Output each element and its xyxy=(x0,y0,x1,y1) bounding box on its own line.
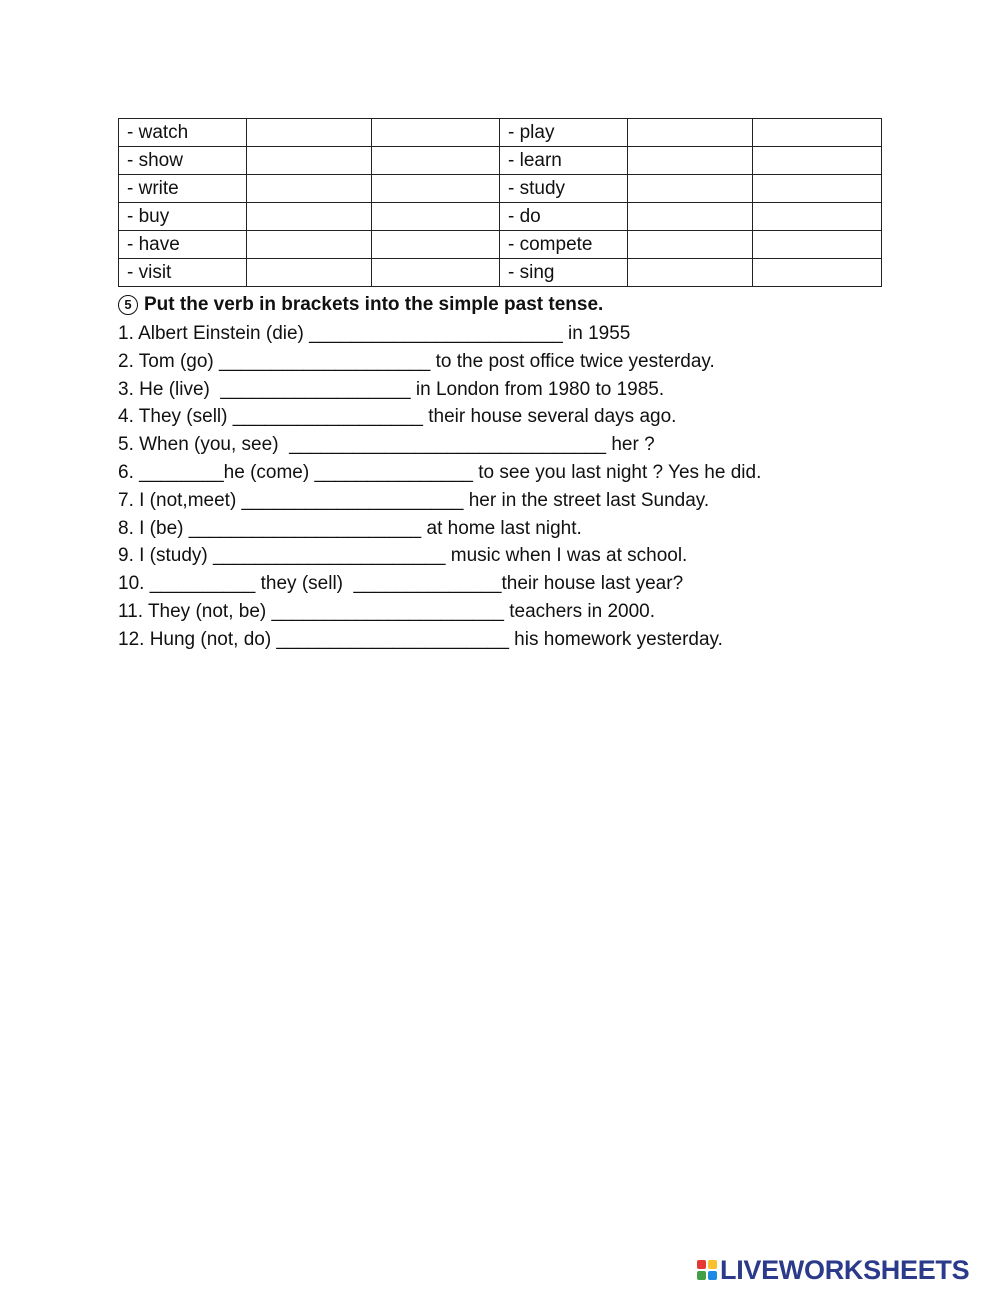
logo-square xyxy=(697,1260,706,1269)
sentence-list xyxy=(118,320,761,654)
verb-cell: - do xyxy=(500,203,628,231)
verb-table-row xyxy=(119,203,882,231)
past-simple-answer-cell[interactable] xyxy=(628,119,753,147)
past-simple-answer-cell[interactable] xyxy=(247,231,372,259)
past-simple-answer-cell[interactable] xyxy=(628,147,753,175)
past-simple-answer-cell[interactable] xyxy=(247,175,372,203)
past-participle-answer-cell[interactable] xyxy=(372,259,500,287)
past-simple-answer-cell[interactable] xyxy=(247,203,372,231)
verb-table-row xyxy=(119,175,882,203)
past-participle-answer-cell[interactable] xyxy=(753,147,882,175)
past-simple-answer-cell[interactable] xyxy=(247,259,372,287)
exercise-sentence: 5. When (you, see) ______________________________ her ? xyxy=(118,434,655,456)
verb-cell: - learn xyxy=(500,147,628,175)
past-participle-answer-cell[interactable] xyxy=(753,259,882,287)
logo-square xyxy=(708,1260,717,1269)
verb-table-row xyxy=(119,259,882,287)
logo-square xyxy=(697,1271,706,1280)
past-participle-answer-cell[interactable] xyxy=(753,231,882,259)
exercise-sentence: 12. Hung (not, do) ______________________ his homework yesterday. xyxy=(118,628,723,650)
verb-cell: - play xyxy=(500,119,628,147)
exercise-sentence: 7. I (not,meet) _____________________ her in the street last Sunday. xyxy=(118,489,710,511)
verb-cell: - have xyxy=(119,231,247,259)
past-simple-answer-cell[interactable] xyxy=(628,231,753,259)
verb-cell: - visit xyxy=(119,259,247,287)
exercise-sentence: 8. I (be) ______________________ at home last night. xyxy=(118,517,582,539)
verb-table-row xyxy=(119,147,882,175)
verb-cell: - show xyxy=(119,147,247,175)
verb-cell: - buy xyxy=(119,203,247,231)
past-participle-answer-cell[interactable] xyxy=(753,175,882,203)
past-participle-answer-cell[interactable] xyxy=(372,147,500,175)
verb-table xyxy=(118,118,882,287)
brand-name: LIVEWORKSHEETS xyxy=(720,1255,970,1285)
exercise-sentence: 9. I (study) ______________________ music when I was at school. xyxy=(118,545,688,567)
brand-footer xyxy=(697,1255,969,1285)
verb-cell: - sing xyxy=(500,259,628,287)
exercise-instruction: Put the verb in brackets into the simple past tense. xyxy=(144,294,604,315)
past-participle-answer-cell[interactable] xyxy=(372,175,500,203)
past-participle-answer-cell[interactable] xyxy=(372,231,500,259)
past-participle-answer-cell[interactable] xyxy=(753,203,882,231)
past-simple-answer-cell[interactable] xyxy=(628,175,753,203)
past-simple-answer-cell[interactable] xyxy=(247,119,372,147)
past-simple-answer-cell[interactable] xyxy=(628,259,753,287)
exercise-sentence: 6. ________he (come) _______________ to see you last night ? Yes he did. xyxy=(118,461,762,483)
verb-cell: - watch xyxy=(119,119,247,147)
exercise-sentence: 2. Tom (go) ____________________ to the post office twice yesterday. xyxy=(118,350,715,372)
past-participle-answer-cell[interactable] xyxy=(372,203,500,231)
verb-table-row xyxy=(119,119,882,147)
exercise-sentence: 11. They (not, be) ______________________ teachers in 2000. xyxy=(118,600,656,622)
past-simple-answer-cell[interactable] xyxy=(247,147,372,175)
liveworksheets-logo-icon xyxy=(697,1260,717,1280)
verb-cell: - write xyxy=(119,175,247,203)
past-participle-answer-cell[interactable] xyxy=(753,119,882,147)
logo-square xyxy=(708,1271,717,1280)
exercise-sentence: 4. They (sell) __________________ their house several days ago. xyxy=(118,406,677,428)
past-participle-answer-cell[interactable] xyxy=(372,119,500,147)
circled-number-icon: 5 xyxy=(118,295,138,315)
exercise-sentence: 10. __________ they (sell) ______________their house last year? xyxy=(118,573,684,595)
verb-cell: - study xyxy=(500,175,628,203)
exercise-sentence: 3. He (live) __________________ in London from 1980 to 1985. xyxy=(118,378,665,400)
verb-cell: - compete xyxy=(500,231,628,259)
past-simple-answer-cell[interactable] xyxy=(628,203,753,231)
exercise-sentence: 1. Albert Einstein (die) ________________________ in 1955 xyxy=(118,323,631,344)
verb-table-row xyxy=(119,231,882,259)
exercise-heading xyxy=(118,292,603,318)
